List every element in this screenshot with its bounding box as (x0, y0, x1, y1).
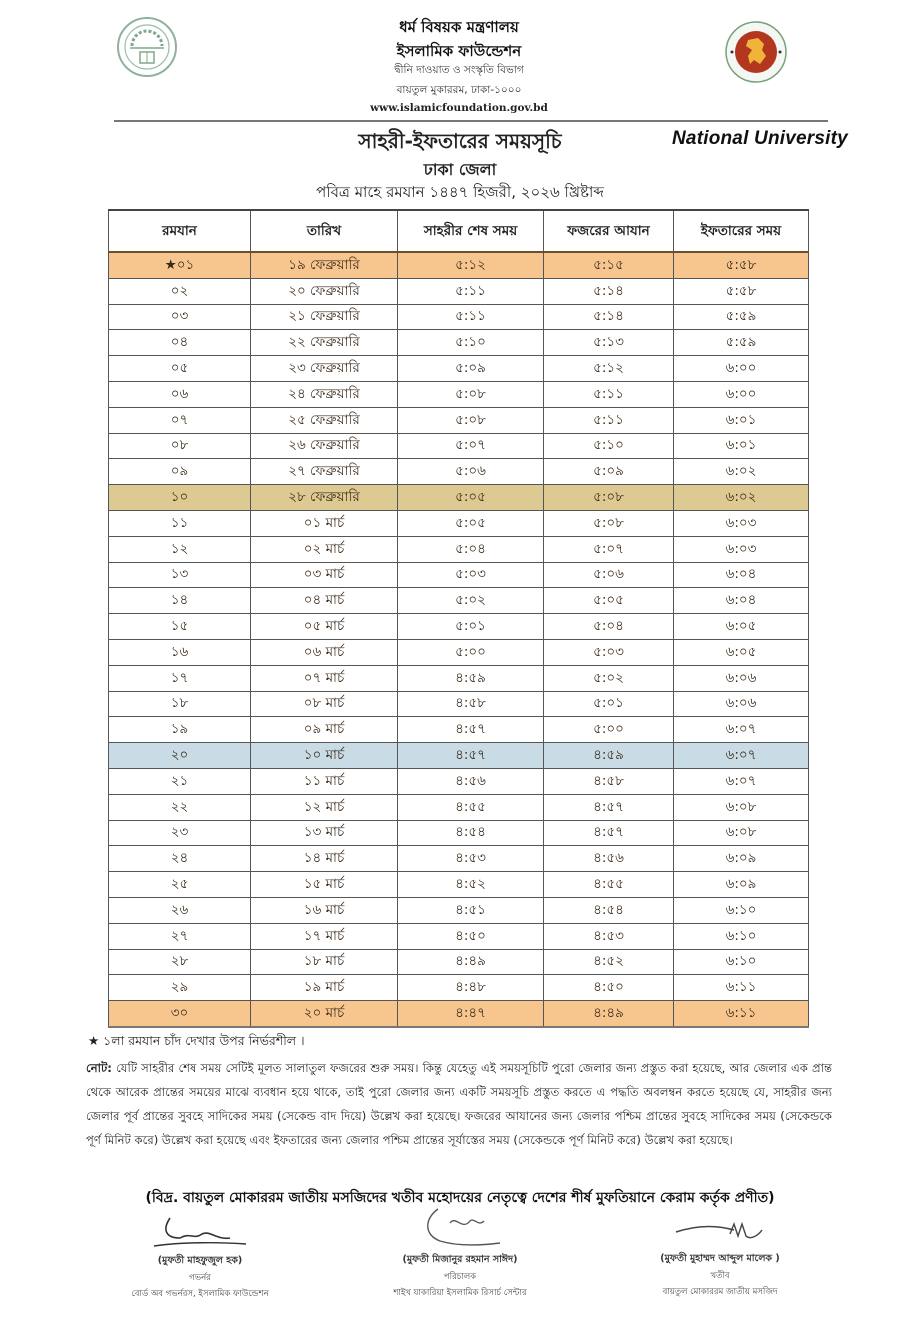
table-row (109, 717, 809, 743)
table-row (109, 846, 809, 872)
sehri-end-cell: ৫:০৮ (398, 381, 544, 407)
iftar-time-cell: ৬:০৯ (674, 846, 809, 872)
table-row (109, 691, 809, 717)
fajr-azan-cell: ৫:০৬ (544, 562, 674, 588)
column-header-fajr: ফজরের আযান (544, 210, 674, 252)
ramadan-day-cell: ০৯ (109, 459, 251, 485)
ramadan-day-cell: ১০ (109, 485, 251, 511)
iftar-time-cell: ৬:১১ (674, 1001, 809, 1027)
iftar-time-cell: ৬:০৭ (674, 743, 809, 769)
iftar-time-cell: ৬:০২ (674, 459, 809, 485)
ramadan-day-cell: ১৮ (109, 691, 251, 717)
sehri-end-cell: ৪:৪৭ (398, 1001, 544, 1027)
signatory-name: (মুফতী মাহফুজুল হক) (157, 1255, 243, 1266)
iftar-time-cell: ৬:০৬ (674, 691, 809, 717)
fajr-azan-cell: ৫:১১ (544, 381, 674, 407)
table-row (109, 356, 809, 382)
sehri-end-cell: ৪:৫৯ (398, 665, 544, 691)
address: বায়তুল মুকাররম, ঢাকা-১০০০ (396, 84, 522, 96)
date-cell: ২০ ফেব্রুয়ারি (251, 278, 398, 304)
district-name: ঢাকা জেলা (423, 160, 497, 179)
note-label: নোট: (86, 1061, 112, 1075)
fajr-azan-cell: ৪:৫৭ (544, 820, 674, 846)
page-subtitle: পবিত্র মাহে রমযান ১৪৪৭ হিজরী, ২০২৬ খ্রিষ্টাব্দ (316, 183, 604, 201)
fajr-azan-cell: ৫:১২ (544, 356, 674, 382)
ramadan-day-cell: ০৮ (109, 433, 251, 459)
signatory-organization: বোর্ড অব গভর্নরস, ইসলামিক ফাউন্ডেশন (131, 1289, 269, 1299)
column-header-date: তারিখ (251, 210, 398, 252)
table-row (109, 588, 809, 614)
ramadan-day-cell: ২৬ (109, 897, 251, 923)
date-cell: ১৪ মার্চ (251, 846, 398, 872)
table-header-row (109, 210, 809, 252)
iftar-time-cell: ৬:০০ (674, 381, 809, 407)
date-cell: ০৬ মার্চ (251, 639, 398, 665)
iftar-time-cell: ৬:০৪ (674, 562, 809, 588)
signature-block (600, 1214, 840, 1299)
department-name: দ্বীনি দাওয়াত ও সংস্কৃতি বিভাগ (394, 64, 524, 76)
table-row (109, 897, 809, 923)
date-cell: ০৫ মার্চ (251, 614, 398, 640)
iftar-time-cell: ৫:৫৯ (674, 330, 809, 356)
ministry-name: ধর্ম বিষয়ক মন্ত্রণালয় (399, 18, 519, 36)
fajr-azan-cell: ৫:০৪ (544, 614, 674, 640)
ramadan-day-cell: ২৭ (109, 923, 251, 949)
fajr-azan-cell: ৪:৫৩ (544, 923, 674, 949)
fajr-azan-cell: ৪:৫৯ (544, 743, 674, 769)
date-cell: ২০ মার্চ (251, 1001, 398, 1027)
date-cell: ১৯ ফেব্রুয়ারি (251, 252, 398, 278)
iftar-time-cell: ৬:০৩ (674, 536, 809, 562)
signature-block (80, 1212, 320, 1301)
iftar-time-cell: ৬:১০ (674, 923, 809, 949)
column-header-iftar: ইফতারের সময় (674, 210, 809, 252)
iftar-time-cell: ৬:০৮ (674, 794, 809, 820)
sehri-end-cell: ৫:০১ (398, 614, 544, 640)
fajr-azan-cell: ৫:১১ (544, 407, 674, 433)
table-row (109, 485, 809, 511)
signatory-organization: বায়তুল মোকাররম জাতীয় মসজিদ (662, 1287, 778, 1297)
ramadan-day-cell: ১৩ (109, 562, 251, 588)
foundation-name: ইসলামিক ফাউন্ডেশন (396, 42, 522, 60)
fajr-azan-cell: ৫:০৩ (544, 639, 674, 665)
note-text: যেটি সাহরীর শেষ সময় সেটিই মূলত সালাতুল ফজরের শুরু সময়। কিন্তু যেহেতু এই সময়সূচিটি পুরো জেলার জন্য প্রস্তুত করা হয়েছে, আর জেলার এক প্রান্ত থেকে আরেক প্রান্তের সময়ের মাঝে ব্যবধান হয়ে থাকে, তাই পুরো জেলার জন্য একটি সময়সূচি প্রস্তুত করতে এ পদ্ধতি অবলম্বন করতে হয়েছে যে, সাহরীর জন্য জেলার পূর্ব প্রান্তের সুবহে সাদিকের সময় (সেকেন্ড বাদ দিয়ে) উল্লেখ করা হয়েছে। ফজরের আযানের জন্য জেলার পশ্চিম প্রান্তের সুবহে সাদিকের সময় (সেকেন্ডকে পূর্ণ মিনিট করে) উল্লেখ করা হয়েছে এবং ইফতারের জন্য জেলার পশ্চিম প্রান্তের সূর্যাস্তের সময় (সেকেন্ডকে পূর্ণ মিনিট করে) উল্লেখ করা হয়েছে। (86, 1061, 832, 1147)
schedule-table (108, 209, 809, 1028)
date-cell: ১৩ মার্চ (251, 820, 398, 846)
date-cell: ২৫ ফেব্রুয়ারি (251, 407, 398, 433)
ramadan-day-cell: ১৪ (109, 588, 251, 614)
ramadan-day-cell: ২৮ (109, 949, 251, 975)
ramadan-day-cell: ১৭ (109, 665, 251, 691)
signatory-organization: শাইখ যাকারিয়া ইসলামিক রিসার্চ সেন্টার (393, 1288, 527, 1298)
ramadan-day-cell: ০৫ (109, 356, 251, 382)
ramadan-day-cell: ২০ (109, 743, 251, 769)
sehri-end-cell: ৪:৫১ (398, 897, 544, 923)
date-cell: ১০ মার্চ (251, 743, 398, 769)
ramadan-day-cell: ১৬ (109, 639, 251, 665)
iftar-time-cell: ৬:১১ (674, 975, 809, 1001)
fajr-azan-cell: ৪:৫৫ (544, 872, 674, 898)
table-row (109, 562, 809, 588)
sehri-end-cell: ৪:৫৮ (398, 691, 544, 717)
date-cell: ১৯ মার্চ (251, 975, 398, 1001)
date-cell: ০২ মার্চ (251, 536, 398, 562)
table-row (109, 768, 809, 794)
ramadan-day-cell: ৩০ (109, 1001, 251, 1027)
sehri-end-cell: ৫:০৫ (398, 485, 544, 511)
watermark-text: National University (672, 128, 848, 149)
note-paragraph (86, 1056, 832, 1152)
page-title: সাহরী-ইফতারের সময়সূচি (358, 129, 562, 153)
iftar-time-cell: ৬:০১ (674, 407, 809, 433)
sehri-end-cell: ৪:৪৮ (398, 975, 544, 1001)
fajr-azan-cell: ৫:০৫ (544, 588, 674, 614)
fajr-azan-cell: ৫:০০ (544, 717, 674, 743)
ramadan-day-cell: ২১ (109, 768, 251, 794)
ramadan-day-cell: ১১ (109, 510, 251, 536)
ramadan-day-cell: ০৪ (109, 330, 251, 356)
sehri-end-cell: ৪:৫২ (398, 872, 544, 898)
iftar-time-cell: ৬:০৭ (674, 717, 809, 743)
ramadan-day-cell: ১৯ (109, 717, 251, 743)
date-cell: ২৪ ফেব্রুয়ারি (251, 381, 398, 407)
iftar-time-cell: ৬:০০ (674, 356, 809, 382)
fajr-azan-cell: ৪:৫০ (544, 975, 674, 1001)
table-row (109, 330, 809, 356)
table-row (109, 743, 809, 769)
iftar-time-cell: ৫:৫৯ (674, 304, 809, 330)
sehri-end-cell: ৪:৫৭ (398, 717, 544, 743)
date-cell: ২৭ ফেব্রুয়ারি (251, 459, 398, 485)
fajr-azan-cell: ৫:১০ (544, 433, 674, 459)
iftar-time-cell: ৬:০৫ (674, 614, 809, 640)
fajr-azan-cell: ৫:১৫ (544, 252, 674, 278)
fajr-azan-cell: ৪:৫৭ (544, 794, 674, 820)
iftar-time-cell: ৬:১০ (674, 949, 809, 975)
sehri-end-cell: ৫:০৭ (398, 433, 544, 459)
header-divider (114, 120, 828, 122)
ramadan-day-cell: ০২ (109, 278, 251, 304)
iftar-time-cell: ৬:০৮ (674, 820, 809, 846)
date-cell: ০৩ মার্চ (251, 562, 398, 588)
date-cell: ২২ ফেব্রুয়ারি (251, 330, 398, 356)
fajr-azan-cell: ৫:০৮ (544, 510, 674, 536)
islamic-foundation-logo (116, 16, 178, 78)
fajr-azan-cell: ৫:০৮ (544, 485, 674, 511)
sehri-end-cell: ৫:০৩ (398, 562, 544, 588)
column-header-ramadan: রমযান (109, 210, 251, 252)
date-cell: ২৮ ফেব্রুয়ারি (251, 485, 398, 511)
table-row (109, 794, 809, 820)
table-row (109, 1001, 809, 1027)
sehri-end-cell: ৫:০৬ (398, 459, 544, 485)
signatory-title: পরিচালক (443, 1272, 477, 1282)
ramadan-day-cell: ২৪ (109, 846, 251, 872)
ramadan-day-cell: ০৬ (109, 381, 251, 407)
sehri-end-cell: ৫:১০ (398, 330, 544, 356)
fajr-azan-cell: ৪:৪৯ (544, 1001, 674, 1027)
handwritten-signature-icon (140, 1212, 260, 1252)
date-cell: ০৭ মার্চ (251, 665, 398, 691)
table-row (109, 639, 809, 665)
sehri-end-cell: ৫:০৫ (398, 510, 544, 536)
table-row (109, 381, 809, 407)
handwritten-signature-icon (660, 1214, 780, 1250)
date-cell: ২৩ ফেব্রুয়ারি (251, 356, 398, 382)
iftar-time-cell: ৬:০৬ (674, 665, 809, 691)
ramadan-day-cell: ০৩ (109, 304, 251, 330)
sehri-end-cell: ৫:১১ (398, 278, 544, 304)
sehri-end-cell: ৫:০৯ (398, 356, 544, 382)
iftar-time-cell: ৬:০২ (674, 485, 809, 511)
sehri-end-cell: ৫:০৮ (398, 407, 544, 433)
fajr-azan-cell: ৫:০৭ (544, 536, 674, 562)
star-footnote: ★ ১লা রমযান চাঁদ দেখার উপর নির্ভরশীল । (88, 1033, 305, 1048)
table-row (109, 536, 809, 562)
endorsement-text: (বিদ্র. বায়তুল মোকাররম জাতীয় মসজিদের খতীব মহোদয়ের নেতৃত্বে দেশের শীর্ষ মুফতিয়ানে কেরাম কর্তৃক প্রণীত) (145, 1190, 775, 1206)
date-cell: ১৬ মার্চ (251, 897, 398, 923)
iftar-time-cell: ৬:০৪ (674, 588, 809, 614)
signature-block (340, 1205, 580, 1300)
table-row (109, 407, 809, 433)
table-row (109, 665, 809, 691)
table-row (109, 304, 809, 330)
table-row (109, 975, 809, 1001)
sehri-end-cell: ৪:৫৩ (398, 846, 544, 872)
table-row (109, 614, 809, 640)
table-row (109, 872, 809, 898)
fajr-azan-cell: ৪:৫৪ (544, 897, 674, 923)
fajr-azan-cell: ৫:১৪ (544, 278, 674, 304)
fajr-azan-cell: ৫:০১ (544, 691, 674, 717)
fajr-azan-cell: ৫:১৪ (544, 304, 674, 330)
table-row (109, 820, 809, 846)
date-cell: ১৫ মার্চ (251, 872, 398, 898)
date-cell: ২১ ফেব্রুয়ারি (251, 304, 398, 330)
date-cell: ০৯ মার্চ (251, 717, 398, 743)
sehri-end-cell: ৪:৫৭ (398, 743, 544, 769)
iftar-time-cell: ৬:১০ (674, 897, 809, 923)
date-cell: ১৮ মার্চ (251, 949, 398, 975)
iftar-time-cell: ৬:০১ (674, 433, 809, 459)
table-row (109, 459, 809, 485)
date-cell: ১৭ মার্চ (251, 923, 398, 949)
table-row (109, 949, 809, 975)
ramadan-day-cell: ০৭ (109, 407, 251, 433)
signatory-name: (মুফতী মুহাম্মদ আব্দুল মালেক ) (660, 1253, 780, 1264)
fajr-azan-cell: ৪:৫৮ (544, 768, 674, 794)
date-cell: ১২ মার্চ (251, 794, 398, 820)
website-link[interactable]: www.islamicfoundation.gov.bd (370, 102, 548, 114)
sehri-end-cell: ৫:০৪ (398, 536, 544, 562)
date-cell: ০৪ মার্চ (251, 588, 398, 614)
table-row (109, 510, 809, 536)
table-row (109, 278, 809, 304)
sehri-end-cell: ৪:৫৫ (398, 794, 544, 820)
ramadan-day-cell: ২৩ (109, 820, 251, 846)
sehri-end-cell: ৫:০২ (398, 588, 544, 614)
sehri-end-cell: ৪:৪৯ (398, 949, 544, 975)
fajr-azan-cell: ৫:০২ (544, 665, 674, 691)
sehri-end-cell: ৪:৫৬ (398, 768, 544, 794)
fajr-azan-cell: ৫:১৩ (544, 330, 674, 356)
signatory-name: (মুফতী মিজানুর রহমান সাঈদ) (402, 1254, 518, 1265)
iftar-time-cell: ৫:৫৮ (674, 278, 809, 304)
iftar-time-cell: ৬:০৭ (674, 768, 809, 794)
sehri-end-cell: ৫:১১ (398, 304, 544, 330)
sehri-end-cell: ৫:০০ (398, 639, 544, 665)
ramadan-day-cell: ২৯ (109, 975, 251, 1001)
fajr-azan-cell: ৫:০৯ (544, 459, 674, 485)
ramadan-day-cell: ২৫ (109, 872, 251, 898)
column-header-sehri: সাহরীর শেষ সময় (398, 210, 544, 252)
iftar-time-cell: ৬:০৯ (674, 872, 809, 898)
ramadan-day-cell: ১৫ (109, 614, 251, 640)
date-cell: ২৬ ফেব্রুয়ারি (251, 433, 398, 459)
handwritten-signature-icon (400, 1205, 520, 1251)
signatory-title: খতীব (710, 1271, 730, 1281)
table-row (109, 433, 809, 459)
date-cell: ১১ মার্চ (251, 768, 398, 794)
fajr-azan-cell: ৪:৫২ (544, 949, 674, 975)
sehri-end-cell: ৫:১২ (398, 252, 544, 278)
iftar-time-cell: ৫:৫৮ (674, 252, 809, 278)
fajr-azan-cell: ৪:৫৬ (544, 846, 674, 872)
bangladesh-government-seal (724, 20, 788, 84)
table-row (109, 252, 809, 278)
signatory-title: গভর্নর (189, 1273, 211, 1283)
sehri-end-cell: ৪:৫০ (398, 923, 544, 949)
date-cell: ০১ মার্চ (251, 510, 398, 536)
ramadan-day-cell: ১২ (109, 536, 251, 562)
iftar-time-cell: ৬:০৩ (674, 510, 809, 536)
sehri-end-cell: ৪:৫৪ (398, 820, 544, 846)
table-row (109, 923, 809, 949)
ramadan-day-cell: ২২ (109, 794, 251, 820)
iftar-time-cell: ৬:০৫ (674, 639, 809, 665)
date-cell: ০৮ মার্চ (251, 691, 398, 717)
ramadan-day-cell: ★০১ (109, 252, 251, 278)
